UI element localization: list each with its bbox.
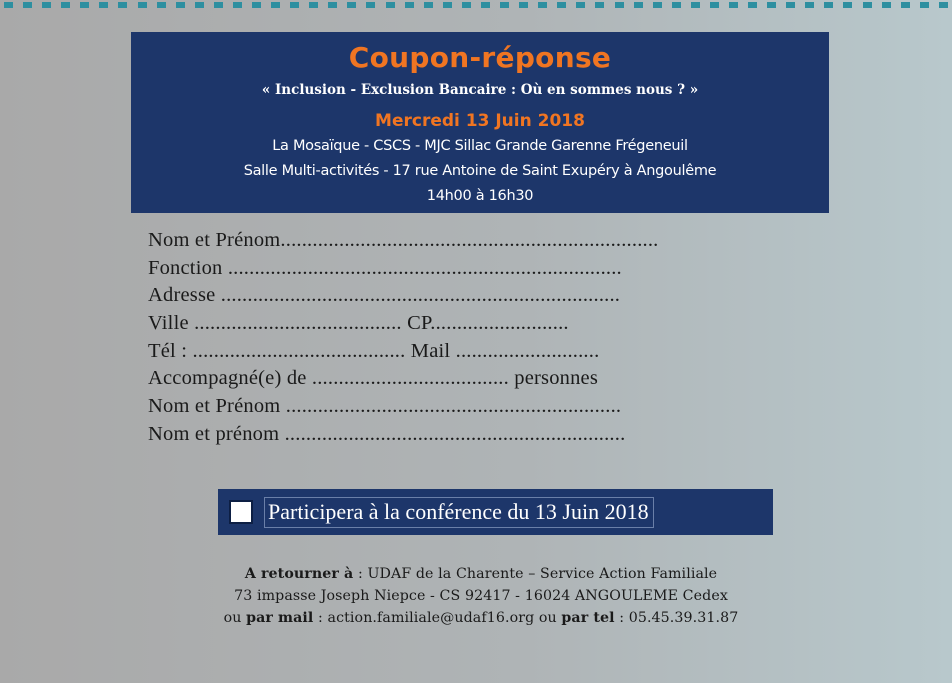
participation-label: Participera à la conférence du 13 Juin 2018 [264,497,654,528]
field-ville-cp[interactable]: Ville ....................................... CP.......................... [148,312,569,335]
header-banner [131,32,829,213]
contact-line [0,607,952,629]
event-address: Salle Multi-activités - 17 rue Antoine de Saint Exupéry à Angoulême [243,163,717,179]
event-venue: La Mosaïque - CSCS - MJC Sillac Grande Garenne Frégeneuil [272,138,688,154]
field-guest-2[interactable]: Nom et prénom ................................................................ [148,422,626,445]
mail-label: par mail [246,610,314,626]
or-text: ou [223,610,247,626]
postal-address: 73 impasse Joseph Niepce - CS 92417 - 16024 ANGOULEME Cedex [234,588,728,604]
conference-subtitle: « Inclusion - Exclusion Bancaire : Où en sommes nous ? » [261,82,699,98]
tel-label: par tel [561,610,615,626]
mail-text: : action.familiale@udaf16.org ou [313,610,562,626]
page-title: Coupon-réponse [348,41,612,74]
return-label: A retourner à [244,566,354,582]
field-adresse[interactable]: Adresse ........................................................................... [148,284,621,307]
participation-box [218,489,773,535]
participation-checkbox[interactable] [229,500,253,524]
field-accompagne[interactable]: Accompagné(e) de ..................................... personnes [148,367,599,390]
return-text: : UDAF de la Charente – Service Action Familiale [353,566,718,582]
registration-form [148,229,659,451]
field-fonction[interactable]: Fonction .......................................................................... [148,256,622,279]
event-time: 14h00 à 16h30 [426,188,534,204]
return-line [0,563,952,585]
field-tel-mail[interactable]: Tél : ........................................ Mail ........................... [148,339,600,362]
event-date: Mercredi 13 Juin 2018 [375,111,585,131]
return-info [0,563,952,629]
tel-text: : 05.45.39.31.87 [614,610,739,626]
field-nom-prenom[interactable]: Nom et Prénom....................................................................... [148,229,659,251]
field-guest-1[interactable]: Nom et Prénom ............................................................... [148,395,622,418]
decorative-dashed-border [0,0,952,8]
